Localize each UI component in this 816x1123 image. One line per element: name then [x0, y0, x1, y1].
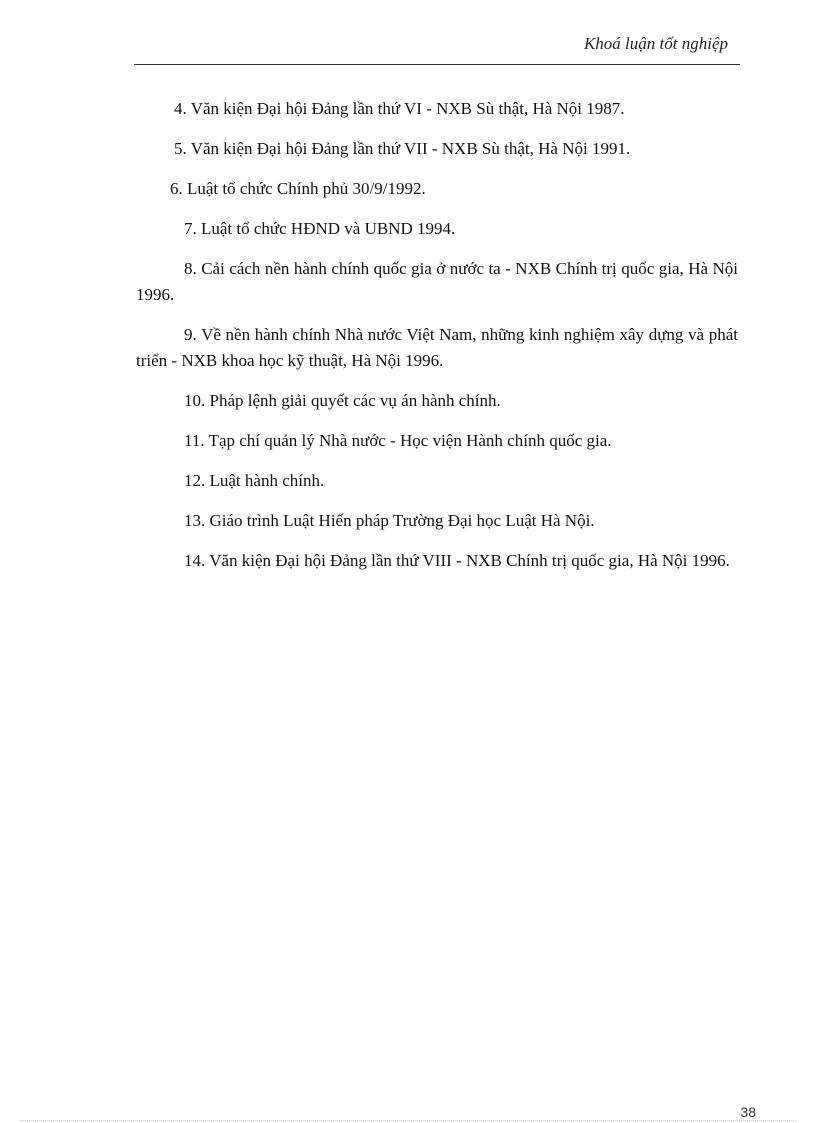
- reference-item-14: 14. Văn kiện Đại hội Đảng lần thứ VIII - NXB Chính trị quốc gia, Hà Nội 1996.: [184, 551, 730, 570]
- reference-list: [136, 96, 738, 588]
- page-number: 38: [740, 1104, 756, 1120]
- reference-item-6: 6. Luật tổ chức Chính phủ 30/9/1992.: [170, 179, 426, 198]
- reference-item-7: 7. Luật tổ chức HĐND và UBND 1994.: [184, 219, 456, 238]
- reference-item-13: 13. Giáo trình Luật Hiến pháp Trường Đại học Luật Hà Nội.: [184, 511, 595, 530]
- reference-item-11: 11. Tạp chí quản lý Nhà nước - Học viện Hành chính quốc gia.: [184, 431, 612, 450]
- footer-divider: [20, 1120, 796, 1121]
- reference-item-9: 9. Về nền hành chính Nhà nước Việt Nam, những kinh nghiệm xây dựng và phát triển - NXB khoa học kỹ thuật, Hà Nội 1996.: [136, 325, 738, 370]
- reference-item-12: 12. Luật hành chính.: [184, 471, 325, 490]
- header-title: Khoá luận tốt nghiệp: [583, 34, 728, 53]
- reference-item-4: 4. Văn kiện Đại hội Đảng lần thứ VI - NXB Sù thật, Hà Nội 1987.: [174, 99, 625, 118]
- reference-item-8: 8. Cải cách nền hành chính quốc gia ở nước ta - NXB Chính trị quốc gia, Hà Nội 1996.: [136, 259, 738, 304]
- reference-item-5: 5. Văn kiện Đại hội Đảng lần thứ VII - NXB Sù thật, Hà Nội 1991.: [174, 139, 631, 158]
- header-divider: [134, 64, 740, 65]
- reference-item-10: 10. Pháp lệnh giải quyết các vụ án hành chính.: [184, 391, 501, 410]
